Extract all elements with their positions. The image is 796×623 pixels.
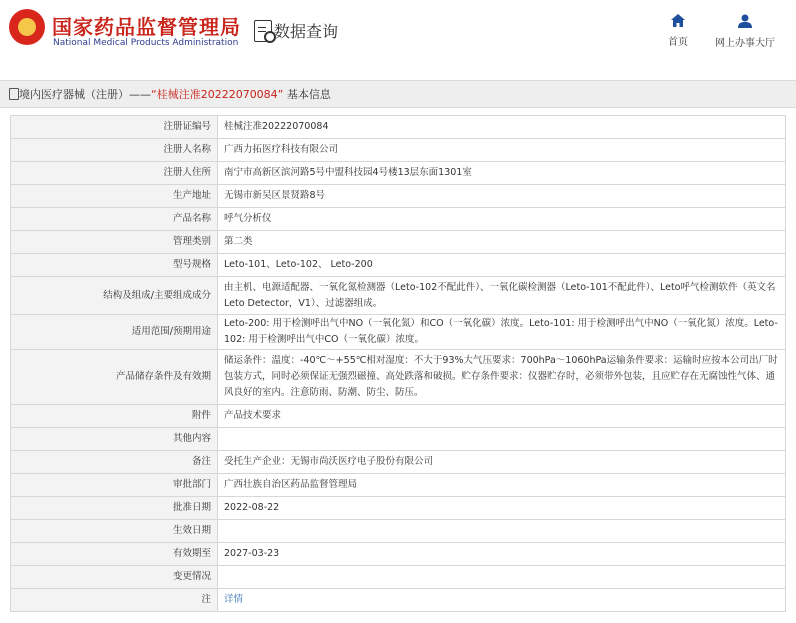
row-label: 附件	[11, 405, 218, 428]
row-label: 生效日期	[11, 520, 218, 543]
row-value: 2027-03-23	[218, 543, 786, 566]
table-row	[11, 497, 786, 520]
row-value	[218, 566, 786, 589]
row-label: 备注	[11, 451, 218, 474]
row-value: 2022-08-22	[218, 497, 786, 520]
row-value: 受托生产企业：无锡市尚沃医疗电子股份有限公司	[218, 451, 786, 474]
row-value: 无锡市新吴区景贤路8号	[218, 185, 786, 208]
row-label: 变更情况	[11, 566, 218, 589]
table-row	[11, 474, 786, 497]
row-label: 注	[11, 589, 218, 612]
nav-online-hall[interactable]	[714, 14, 776, 49]
row-value: Leto-101、Leto-102、 Leto-200	[218, 254, 786, 277]
table-row	[11, 543, 786, 566]
emblem-logo	[9, 9, 45, 45]
row-label: 其他内容	[11, 428, 218, 451]
home-icon	[671, 14, 685, 27]
row-value: 桂械注准20222070084	[218, 116, 786, 139]
nav-home[interactable]	[663, 14, 693, 48]
row-label: 注册人住所	[11, 162, 218, 185]
row-label: 产品名称	[11, 208, 218, 231]
row-label: 注册证编号	[11, 116, 218, 139]
row-value	[218, 589, 786, 612]
row-label: 结构及组成/主要组成成分	[11, 277, 218, 315]
document-icon	[9, 88, 19, 100]
row-label: 有效期至	[11, 543, 218, 566]
breadcrumb-suffix: 基本信息	[286, 88, 331, 101]
table-row	[11, 451, 786, 474]
row-value: 南宁市高新区滨河路5号中盟科技园4号楼13层东面1301室	[218, 162, 786, 185]
table-row	[11, 185, 786, 208]
table-row	[11, 520, 786, 543]
row-label: 产品储存条件及有效期	[11, 350, 218, 405]
nav-home-label: 首页	[668, 37, 688, 48]
row-value: 由主机、电源适配器、一氧化氮检测器（Leto-102不配此件）、一氧化碳检测器（Leto-101不配此件）、Leto呼气检测软件（英文名Leto Detector，V1）、过滤器组成。	[218, 277, 786, 315]
breadcrumb-highlight: “桂械注准20222070084”	[151, 88, 284, 101]
table-row	[11, 116, 786, 139]
row-value: 储运条件：温度：-40℃～+55℃相对湿度：不大于93%大气压要求：700hPa～1060hPa运输条件要求：运输时应按本公司出厂时包装方式，同时必须保证无强烈磁撞、高处跌落和破损。贮存条件要求：仪器贮存时，必须带外包装，且应贮存在无腐蚀性气体、通风良好的室内。注意防雨、防潮、防尘、防压。	[218, 350, 786, 405]
row-label: 管理类别	[11, 231, 218, 254]
row-value	[218, 428, 786, 451]
row-label: 审批部门	[11, 474, 218, 497]
details-link[interactable]: 详情	[224, 594, 244, 605]
row-value: Leto-200: 用于检测呼出气中NO（一氧化氮）和CO（一氧化碳）浓度。Leto-101: 用于检测呼出气中NO（一氧化氮）浓度。Leto-102: 用于检测呼出气中CO（一氧化碳）浓度。	[218, 315, 786, 350]
registration-info-table	[10, 115, 786, 612]
row-value	[218, 520, 786, 543]
table-row	[11, 428, 786, 451]
site-title-cn: 国家药品监督管理局	[52, 15, 241, 39]
row-label: 型号规格	[11, 254, 218, 277]
row-label: 生产地址	[11, 185, 218, 208]
table-row	[11, 277, 786, 315]
breadcrumb-prefix: 境内医疗器械（注册）——	[19, 88, 151, 101]
row-value: 广西壮族自治区药品监督管理局	[218, 474, 786, 497]
row-value: 呼气分析仪	[218, 208, 786, 231]
table-row	[11, 350, 786, 405]
site-title-en: National Medical Products Administration	[53, 38, 239, 48]
table-row	[11, 208, 786, 231]
breadcrumb	[0, 80, 796, 108]
table-row	[11, 405, 786, 428]
row-value: 产品技术要求	[218, 405, 786, 428]
table-row	[11, 162, 786, 185]
data-query-label: 数据查询	[274, 22, 339, 41]
table-row	[11, 589, 786, 612]
nav-online-hall-label: 网上办事大厅	[715, 38, 775, 49]
table-row	[11, 566, 786, 589]
row-label: 注册人名称	[11, 139, 218, 162]
table-row	[11, 231, 786, 254]
row-label: 批准日期	[11, 497, 218, 520]
table-row	[11, 139, 786, 162]
user-icon	[738, 14, 752, 28]
row-value: 第二类	[218, 231, 786, 254]
table-row	[11, 254, 786, 277]
row-value: 广西力拓医疗科技有限公司	[218, 139, 786, 162]
site-header	[0, 0, 796, 72]
row-label: 适用范围/预期用途	[11, 315, 218, 350]
table-row	[11, 315, 786, 350]
